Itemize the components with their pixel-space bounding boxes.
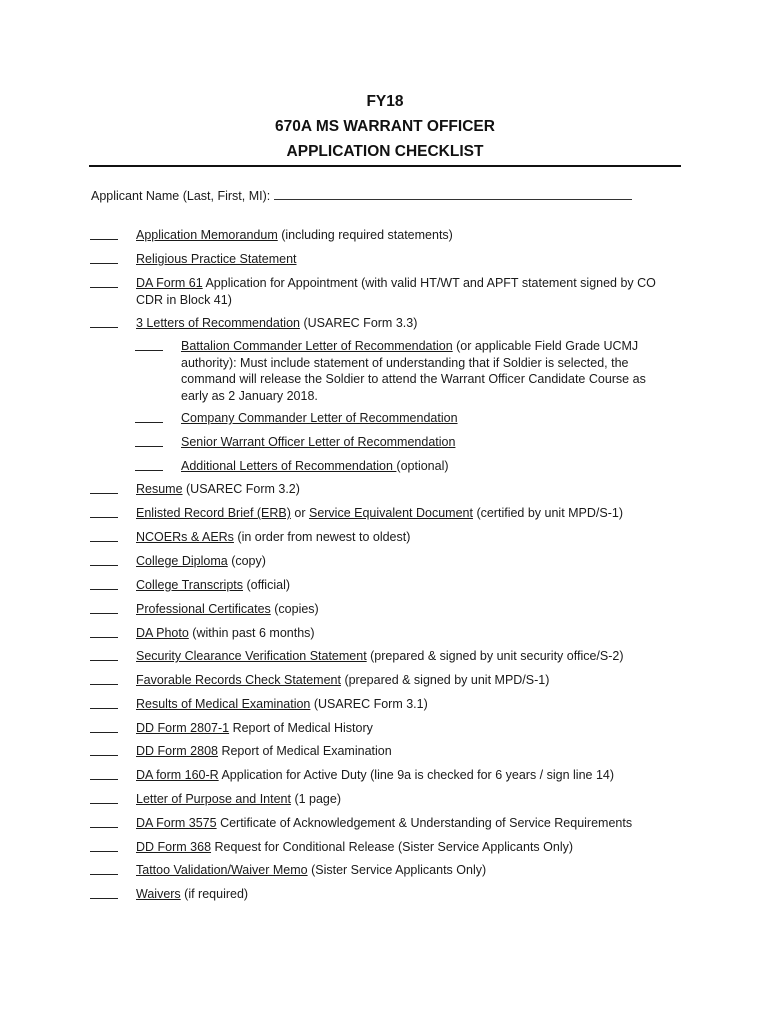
item-text — [136, 696, 676, 713]
checkbox-blank[interactable] — [135, 350, 163, 351]
checkbox-blank[interactable] — [90, 287, 118, 288]
item-description: (copy) — [227, 554, 266, 568]
item-title: Additional Letters of Recommendation — [181, 459, 397, 473]
item-title: DA Form 61 — [136, 276, 203, 290]
item-title: Religious Practice Statement — [136, 252, 297, 266]
item-title: Security Clearance Verification Statement — [136, 649, 367, 663]
item-description: (prepared & signed by unit MPD/S-1) — [340, 673, 550, 687]
item-title: Tattoo Validation/Waiver Memo — [136, 863, 308, 877]
item-text — [136, 481, 676, 498]
item-title-alt: Service Equivalent Document — [308, 506, 473, 520]
applicant-name-field[interactable] — [274, 186, 632, 200]
item-description: Application for Active Duty (line 9a is checked for 6 years / sign line 14) — [218, 768, 615, 782]
item-description: (certified by unit MPD/S-1) — [472, 506, 624, 520]
item-description: (USAREC Form 3.1) — [310, 697, 428, 711]
item-title: College Transcripts — [136, 578, 243, 592]
item-title: DD Form 2808 — [136, 744, 218, 758]
checkbox-blank[interactable] — [90, 898, 118, 899]
checkbox-blank[interactable] — [90, 732, 118, 733]
item-title: 3 Letters of Recommendation — [136, 316, 300, 330]
checkbox-blank[interactable] — [90, 684, 118, 685]
checkbox-blank[interactable] — [90, 874, 118, 875]
item-text — [136, 791, 676, 808]
item-title: NCOERs & AERs — [136, 530, 234, 544]
item-text — [136, 743, 676, 760]
checkbox-blank[interactable] — [90, 708, 118, 709]
item-description: (USAREC Form 3.2) — [182, 482, 300, 496]
checkbox-blank[interactable] — [90, 779, 118, 780]
item-text — [136, 553, 676, 570]
item-description: (within past 6 months) — [188, 626, 315, 640]
item-connector: or — [290, 506, 309, 520]
item-text — [136, 625, 676, 642]
checkbox-blank[interactable] — [135, 422, 163, 423]
checkbox-blank[interactable] — [90, 851, 118, 852]
item-text — [136, 862, 676, 879]
checkbox-blank[interactable] — [90, 565, 118, 566]
item-title: College Diploma — [136, 554, 228, 568]
item-text — [136, 529, 676, 546]
item-text — [136, 275, 676, 308]
item-text — [181, 458, 656, 475]
item-text — [181, 434, 656, 451]
item-description: Request for Conditional Release (Sister Service Applicants Only) — [211, 840, 574, 854]
item-title: Professional Certificates — [136, 602, 271, 616]
checkbox-blank[interactable] — [90, 637, 118, 638]
item-description: Application for Appointment (with valid HT/WT and APFT statement signed by CO CDR in Block 41) — [136, 276, 656, 307]
item-description: (Sister Service Applicants Only) — [307, 863, 487, 877]
item-text — [136, 767, 676, 784]
checkbox-blank[interactable] — [90, 517, 118, 518]
item-text — [136, 648, 676, 665]
checkbox-blank[interactable] — [90, 327, 118, 328]
item-text — [136, 886, 676, 903]
item-title: Company Commander Letter of Recommendation — [181, 411, 458, 425]
item-title: Waivers — [136, 887, 181, 901]
checkbox-blank[interactable] — [90, 613, 118, 614]
applicant-name-label: Applicant Name (Last, First, MI): — [91, 189, 271, 203]
item-title: DD Form 2807-1 — [136, 721, 230, 735]
form-year: FY18 — [366, 93, 404, 110]
header-divider — [89, 165, 681, 167]
checkbox-blank[interactable] — [135, 446, 163, 447]
checkbox-blank[interactable] — [135, 470, 163, 471]
item-description: (prepared & signed by unit security office/S-2) — [366, 649, 624, 663]
item-text — [136, 315, 666, 332]
item-description: (official) — [243, 578, 291, 592]
form-title: 670A MS WARRANT OFFICER — [275, 118, 495, 135]
item-text — [136, 815, 676, 832]
checkbox-blank[interactable] — [90, 660, 118, 661]
item-text — [136, 720, 676, 737]
item-title: DD Form 368 — [136, 840, 212, 854]
item-description: Report of Medical History — [229, 721, 373, 735]
checkbox-blank[interactable] — [90, 803, 118, 804]
item-title: DA form 160-R — [136, 768, 219, 782]
item-description: (or applicable Field Grade UCMJ authority): Must include statement of understanding that if Soldier is selected, the command will release the Soldier to attend the Warrant Officer Candidate Course as early as 2 January 2018. — [181, 339, 646, 403]
item-title: DA Form 3575 — [136, 816, 217, 830]
item-title: Application Memorandum — [136, 228, 278, 242]
item-description: (if required) — [180, 887, 249, 901]
item-description: (USAREC Form 3.3) — [299, 316, 418, 330]
item-text — [181, 338, 656, 404]
checkbox-blank[interactable] — [90, 239, 118, 240]
checkbox-blank[interactable] — [90, 589, 118, 590]
item-title: Battalion Commander Letter of Recommendation — [181, 339, 453, 353]
item-description: Report of Medical Examination — [217, 744, 392, 758]
item-description: Certificate of Acknowledgement & Understanding of Service Requirements — [216, 816, 633, 830]
checkbox-blank[interactable] — [90, 755, 118, 756]
item-text — [136, 505, 676, 522]
checkbox-blank[interactable] — [90, 827, 118, 828]
item-title: Letter of Purpose and Intent — [136, 792, 291, 806]
item-title: Results of Medical Examination — [136, 697, 311, 711]
item-text — [136, 227, 666, 244]
form-subtitle: APPLICATION CHECKLIST — [286, 143, 484, 160]
item-description: (in order from newest to oldest) — [233, 530, 411, 544]
item-text — [136, 577, 676, 594]
checkbox-blank[interactable] — [90, 493, 118, 494]
item-text — [136, 251, 666, 268]
item-title: Senior Warrant Officer Letter of Recommendation — [181, 435, 456, 449]
item-text — [136, 672, 676, 689]
item-description: (optional) — [396, 459, 449, 473]
applicant-name-row — [91, 186, 632, 203]
item-title: DA Photo — [136, 626, 189, 640]
checkbox-blank[interactable] — [90, 263, 118, 264]
item-title: Favorable Records Check Statement — [136, 673, 341, 687]
item-description: (1 page) — [290, 792, 341, 806]
item-description: (copies) — [270, 602, 319, 616]
item-text — [136, 839, 676, 856]
item-text — [136, 601, 676, 618]
item-title: Resume — [136, 482, 183, 496]
item-title: Enlisted Record Brief (ERB) — [136, 506, 291, 520]
item-description: (including required statements) — [277, 228, 453, 242]
checkbox-blank[interactable] — [90, 541, 118, 542]
item-text — [181, 410, 656, 427]
